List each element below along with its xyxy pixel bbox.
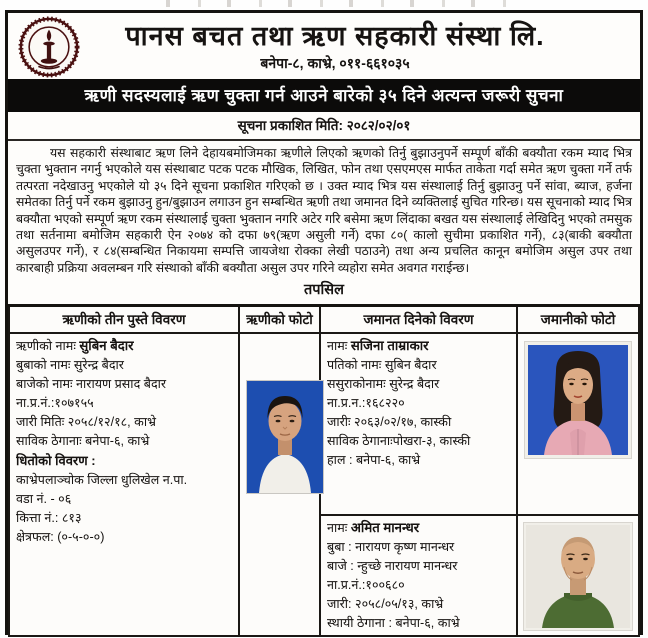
guarantor1-name-value: सजिना ताम्राकार: [350, 338, 429, 354]
borrower-guarantor-table: [8, 304, 640, 637]
published-date-line: सूचना प्रकाशित मिति: २०८२/०२/०१: [8, 112, 640, 141]
guarantor1-photo: [525, 342, 631, 458]
collateral-detail-line: वडा नं. - ०६: [16, 492, 72, 507]
collateral-detail-line: क्षेत्रफल: (०-५-०-०): [16, 530, 105, 545]
guarantor2-name-line: [327, 518, 510, 538]
borrower-details-cell: [9, 333, 239, 636]
guarantor1-detail-line: पतिको नामः सुबिन बैदार: [327, 358, 437, 373]
guarantor1-detail-line: साविक ठेगानाःपोखरा-३, कास्की: [327, 434, 471, 449]
guarantor2-photo-cell: [517, 515, 639, 636]
notice-frame: [5, 10, 643, 635]
borrower-detail-line: साविक ठेगानाः बनेपा-६, काभ्रे: [16, 434, 150, 449]
col-header-borrower-photo: ऋणीको फोटो: [239, 306, 320, 334]
guarantor1-detail-line: ना.प्र.न.:१६८२२०: [327, 396, 405, 411]
borrower-detail-line: ना.प्र.नं.:१०७१५५: [16, 396, 94, 411]
borrower-detail-line: बुबाको नामः सुरेन्द्र बैदार: [16, 358, 124, 373]
col-header-borrower-details: ऋणीको तीन पुस्ते विवरण: [9, 306, 239, 334]
guarantor1-photo-cell: [517, 333, 639, 515]
table-header-row: [9, 306, 639, 334]
borrower-photo-cell: [239, 333, 320, 636]
notice-title-band: ऋणी सदस्यलाई ऋण चुक्ता गर्न आउने बारेको ३५ दिने अत्यन्त जरूरी सुचना: [8, 79, 640, 112]
guarantor2-details-cell: [320, 515, 517, 636]
notice-header: [8, 13, 640, 79]
collateral-detail-line: काभ्रेपलाञ्चोक जिल्ला धुलिखेल न.पा.: [16, 473, 188, 488]
cropped-newsprint-fragment: [140, 0, 520, 7]
guarantor2-name-label: नामः: [327, 521, 348, 536]
guarantor2-detail-line: बाजे : न्हुच्छे नारायण मानन्धर: [327, 559, 458, 574]
borrower-detail-line: बाजेको नामः नारायण प्रसाद बैदार: [16, 377, 167, 392]
guarantor1-detail-line: ससुराकोनामः सुरेन्द्र बैदार: [327, 377, 440, 392]
collateral-detail-line: कित्ता नं.: ८१३: [16, 511, 82, 526]
col-header-guarantor-photo: जमानीको फोटो: [517, 306, 639, 334]
header-text-block: [80, 21, 630, 73]
borrower-photo: [246, 380, 324, 494]
col-header-guarantor-details: जमानत दिनेको विवरण: [320, 306, 517, 334]
guarantor1-detail-line: जारीः २०६३/०२/१७, कास्की: [327, 415, 452, 430]
organization-name: पानस बचत तथा ऋण सहकारी संस्था लि.: [125, 21, 545, 51]
borrower-name-label: ऋणीको नामः: [16, 339, 76, 354]
guarantor2-detail-line: स्थायी ठेगाना : बनेपा-६, काभ्रे: [327, 616, 460, 631]
tapasil-heading: तपसिल: [304, 282, 344, 299]
borrower-name-value: सुबिन बैदार: [79, 338, 134, 354]
table-row-guarantor1: [9, 333, 639, 515]
collateral-heading: धितोको विवरण :: [16, 453, 96, 469]
cooperative-seal-icon: [18, 16, 80, 78]
guarantor2-photo: [524, 523, 632, 630]
borrower-detail-line: जारी मितिः २०५८/१२/१८, काभ्रे: [16, 415, 156, 430]
guarantor1-name-line: [327, 336, 510, 356]
guarantor1-detail-line: हाल : बनेपा-६, काभ्रे: [327, 453, 421, 468]
borrower-name-line: [16, 336, 232, 356]
guarantor2-detail-line: बुबा : नारायण कृष्ण मानन्धर: [327, 540, 455, 555]
guarantor2-name-value: अमित मानन्धर: [350, 520, 420, 536]
guarantor1-details-cell: [320, 333, 517, 515]
notice-body-paragraph: यस सहकारी संस्थाबाट ऋण लिने देहायबमोजिमका ऋणीले लिएको ऋणको तिर्नु बुझाउनुपर्ने सम्पूर्ण बाँकी बक्यौता रकम म्याद भित्र चुक्ता भुक्तान नगर्नु भएकोले यस संस्थाबाट पटक पटक मौखिक, लिखित, फोन तथा एसएमएस मार्फत ताकेता गर्दा समेत ऋण चुक्ता गर्ने तर्फ तत्परता नदेखाउनु भएकोले यो ३५ दिने सूचना प्रकाशित गरिएको छ । उक्त म्याद भित्र यस संस्थालाई तिर्नु बुझाउनु पर्ने सांवा, ब्याज, हर्जना समेतका तिर्नु पर्ने रकम बुझाउनु हुन/बुझाउन लगाउन हुन सम्बन्धित ऋणी तथा जमानत दिने व्यक्तिलाई सुचित गरिन्छ। यस सूचनाको म्याद भित्र बक्यौता भएको सम्पूर्ण ऋण रकम संस्थालाई चुक्ता भुक्तान नगरि अटेर गरि बसेमा ऋण लिंदाका बखत यस संस्थालाई लेखिदिनु भएको तमसुक तथा सर्तनामा बमोजिम सहकारी ऐन २०७४ को दफा ७९(ऋण असुली गर्ने) दफा ८०( कालो सुचीमा प्रकाशित गर्ने), ८३(बाकी बक्यौता असुलउपर गर्ने), र ८४(सम्बन्धित निकायमा सम्पत्ति जायजेथा रोक्का लेखी पठाउने) तथा अन्य प्रचलित कानून बमोजिम असुल उपर तथा कारबाही प्रक्रिया अवलम्बन गरि संस्थाको बाँकी बक्यौता असुल उपर गरिने व्यहोरा समेत अवगत गराईन्छ।: [16, 146, 633, 275]
guarantor1-name-label: नामः: [327, 339, 348, 354]
guarantor2-detail-line: ना.प्र.नं.:१००६८०: [327, 578, 405, 593]
organization-address: बनेपा-८, काभ्रे, ०११-६६१०३५: [260, 55, 410, 71]
guarantor2-detail-line: जारी: २०५८/०५/१३, काभ्रे: [327, 597, 444, 612]
